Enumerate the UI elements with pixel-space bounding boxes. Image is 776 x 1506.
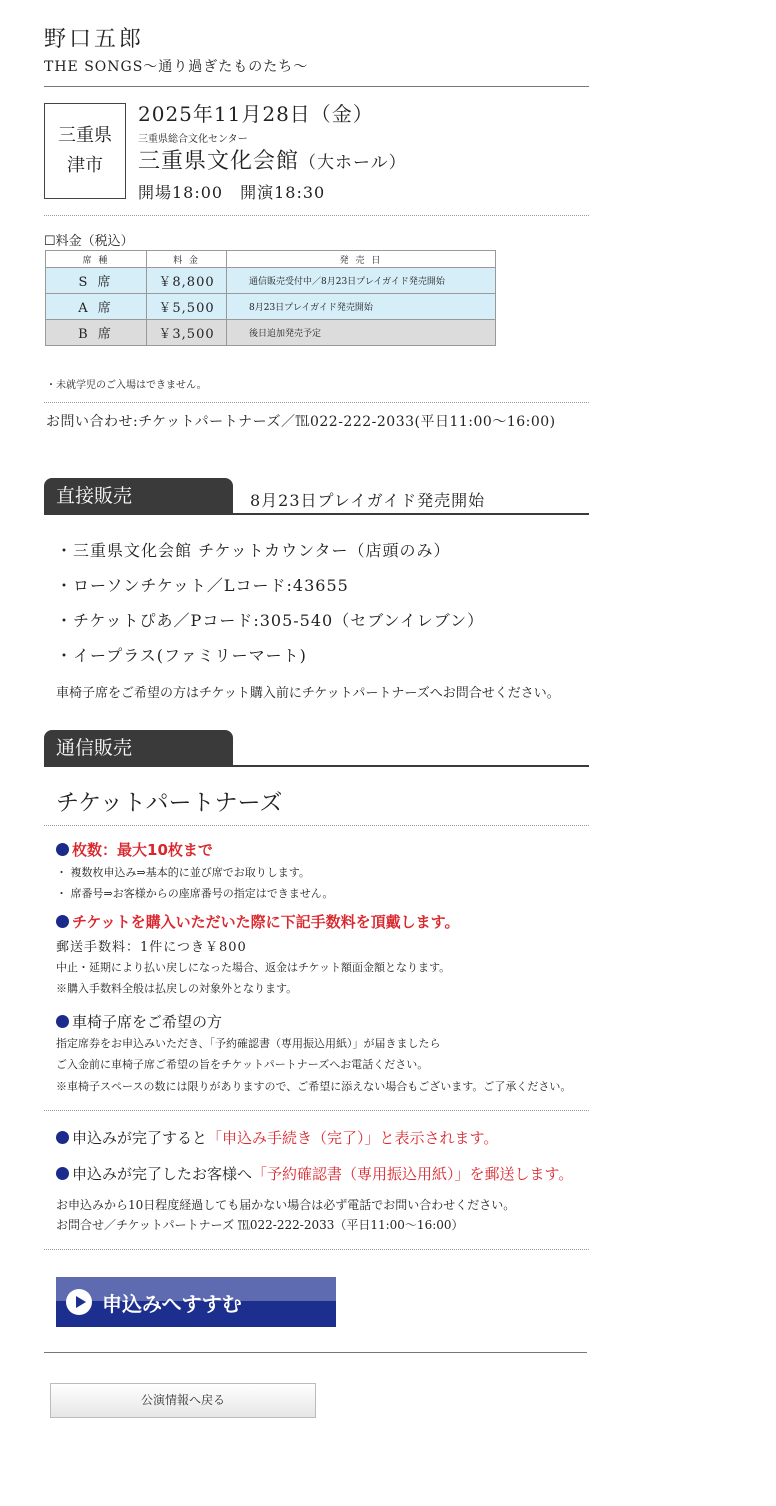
fee-note: 中止・延期により払い戻しになった場合、返金はチケット額面金額となります。 — [56, 961, 451, 974]
mail-section-line — [44, 765, 589, 767]
venue-name — [138, 144, 407, 175]
bullet-dot-icon — [56, 1015, 69, 1028]
mailing-message-highlight: 「予約確認書（専用振込用紙）」を郵送します。 — [252, 1165, 574, 1183]
region-prefecture: 三重県 — [58, 125, 112, 146]
limit-line: ・ 席番号⇒お客様からの座席番号の指定はできません。 — [56, 887, 334, 900]
price-table-header — [46, 251, 496, 268]
button-divider — [44, 1352, 587, 1353]
col-sale: 発 売 日 — [227, 251, 496, 268]
wheelchair-divider — [44, 1110, 589, 1111]
list-item: ・イープラス(ファミリーマート) — [56, 646, 307, 665]
wheelchair-heading-text: 車椅子席をご希望の方 — [72, 1013, 223, 1031]
fee-heading-text: チケットを購入いただいた際に下記手数料を頂戴します。 — [72, 913, 460, 931]
complete-message-prefix: 申込みが完了すると — [72, 1129, 208, 1147]
price-heading: ☐料金（税込） — [44, 234, 134, 249]
wheelchair-line: ※車椅子スペースの数には限りがありますので、ご希望に添えない場合もございます。ご了承ください。 — [56, 1080, 572, 1093]
play-icon — [66, 1289, 92, 1315]
col-price: 料 金 — [147, 251, 227, 268]
price-cell: ￥8,800 — [147, 268, 227, 294]
limit-heading-text: 枚数：最大10枚まで — [72, 841, 213, 859]
price-cell: ￥5,500 — [147, 294, 227, 320]
price-table — [45, 250, 496, 346]
complete-message — [56, 1127, 498, 1148]
mailing-message — [56, 1163, 573, 1184]
fee-line: 郵送手数料：1件につき￥800 — [56, 940, 247, 955]
sale-cell: 通信販売受付中／8月23日プレイガイド発売開始 — [227, 268, 496, 294]
region-city: 津市 — [67, 155, 103, 176]
venue-name-text: 三重県文化会館 — [138, 149, 300, 174]
list-item: ・ローソンチケット／Lコード:43655 — [56, 576, 349, 595]
footer-divider — [44, 1249, 589, 1250]
wheelchair-line: 指定席券をお申込みいただき、「予約確認書（専用振込用紙）」が届きましたら — [56, 1037, 441, 1050]
apply-button-label: 申込みへすすむ — [102, 1291, 242, 1316]
footer-note: お申込みから10日程度経過しても届かない場合は必ず電話でお問い合わせください。 — [56, 1198, 516, 1212]
wheelchair-line: ご入金前に車椅子席ご希望の旨をチケットパートナーズへお電話ください。 — [56, 1058, 429, 1071]
table-row — [46, 320, 496, 346]
bullet-dot-icon — [56, 915, 69, 928]
event-times: 開場18:00 開演18:30 — [138, 183, 326, 202]
sale-cell: 後日追加発売予定 — [227, 320, 496, 346]
venue-divider — [44, 215, 589, 216]
mailing-message-prefix: 申込みが完了したお客様へ — [72, 1165, 253, 1183]
event-date: 2025年11月28日（金） — [138, 102, 374, 126]
vendor-name: チケットパートナーズ — [56, 790, 283, 816]
vendor-divider — [44, 825, 589, 826]
limit-heading — [56, 839, 213, 860]
bullet-dot-icon — [56, 843, 69, 856]
region-box — [44, 103, 126, 199]
inquiry-text: お問い合わせ:チケットパートナーズ／℡022-222-2033(平日11:00〜16:00) — [46, 414, 556, 430]
header-divider — [44, 86, 589, 87]
direct-sale-date: 8月23日プレイガイド発売開始 — [250, 491, 486, 510]
limit-line: ・ 複数枚申込み⇒基本的に並び席でお取りします。 — [56, 866, 310, 879]
table-row — [46, 268, 496, 294]
seat-cell: B 席 — [46, 320, 147, 346]
table-row — [46, 294, 496, 320]
complete-message-highlight: 「申込み手続き（完了）」と表示されます。 — [207, 1129, 499, 1147]
venue-hall: （大ホール） — [299, 153, 407, 173]
venue-subtitle: 三重県総合文化センター — [138, 134, 248, 145]
fee-heading — [56, 911, 459, 932]
note-divider — [44, 402, 589, 403]
sale-cell: 8月23日プレイガイド発売開始 — [227, 294, 496, 320]
tab-mail-sales: 通信販売 — [44, 730, 233, 766]
col-seat: 席 種 — [46, 251, 147, 268]
tour-title: THE SONGS〜通り過ぎたものたち〜 — [44, 59, 309, 75]
bullet-dot-icon — [56, 1131, 69, 1144]
price-cell: ￥3,500 — [147, 320, 227, 346]
seat-cell: A 席 — [46, 294, 147, 320]
wheelchair-heading — [56, 1011, 222, 1032]
wheelchair-note: 車椅子席をご希望の方はチケット購入前にチケットパートナーズへお問合せください。 — [56, 686, 560, 701]
list-item: ・チケットぴあ／Pコード:305-540（セブンイレブン） — [56, 611, 485, 630]
seat-cell: S 席 — [46, 268, 147, 294]
back-to-info-button[interactable]: 公演情報へ戻る — [50, 1383, 316, 1418]
fee-note: ※購入手数料全般は払戻しの対象外となります。 — [56, 982, 298, 995]
footer-inquiry: お問合せ／チケットパートナーズ ℡022-222-2033（平日11:00〜16:00） — [56, 1218, 464, 1232]
apply-button[interactable] — [56, 1277, 336, 1327]
list-item: ・三重県文化会館 チケットカウンター（店頭のみ） — [56, 541, 451, 560]
artist-name: 野口五郎 — [44, 27, 145, 52]
direct-section-line — [44, 513, 589, 515]
bullet-dot-icon — [56, 1167, 69, 1180]
tab-direct-sales: 直接販売 — [44, 478, 233, 514]
admission-note: ・未就学児のご入場はできません。 — [46, 380, 207, 391]
